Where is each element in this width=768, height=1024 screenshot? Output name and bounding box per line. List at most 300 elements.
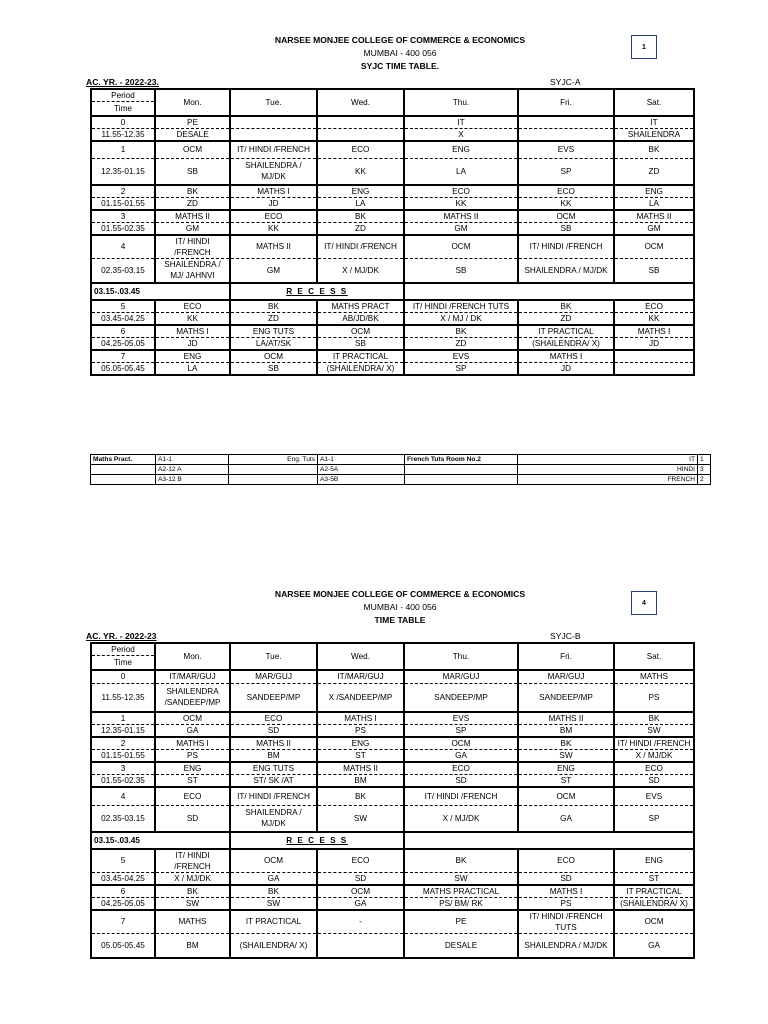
room-cell: Eng. Tuts	[229, 455, 318, 465]
academic-year: AC. YR. - 2022-23.	[86, 77, 159, 87]
subject-cell: BK	[230, 885, 317, 898]
teacher-cell: SW	[404, 872, 518, 885]
teacher-cell: SW	[317, 806, 404, 832]
class-label: SYJC-B	[550, 631, 581, 641]
period-row	[91, 806, 694, 832]
teacher-cell: X / MJ/DK	[614, 749, 694, 762]
period-number: 7	[91, 910, 155, 934]
subject-cell: ENG	[317, 185, 404, 198]
day-header: Fri.	[518, 643, 614, 670]
room-cell	[229, 465, 318, 475]
subject-cell: IT/ HINDI /FRENCH	[518, 235, 614, 259]
recess-blank	[404, 832, 694, 849]
teacher-cell	[518, 128, 614, 141]
teacher-cell: SP	[518, 159, 614, 185]
teacher-cell: SW	[518, 749, 614, 762]
teacher-cell: X /SANDEEP/MP	[317, 684, 404, 712]
college-city: MUMBAI - 400 056	[363, 48, 437, 58]
subject-cell: OCM	[230, 849, 317, 873]
subject-cell: MAR/GUJ	[230, 670, 317, 684]
subject-cell: MATHS I	[155, 325, 230, 338]
period-row	[91, 684, 694, 712]
teacher-cell: SHAILENDRA	[614, 128, 694, 141]
period-row	[91, 258, 694, 283]
timetable-grid	[90, 642, 695, 959]
teacher-cell: SP	[614, 806, 694, 832]
recess-time: 03.15-.03.45	[91, 283, 230, 300]
period-row	[91, 762, 694, 775]
page-title: SYJC TIME TABLE.	[360, 61, 440, 71]
subject-cell: MATHS I	[518, 885, 614, 898]
subject-cell: IT/ HINDI /FRENCH	[317, 235, 404, 259]
day-header: Thu.	[404, 89, 518, 116]
teacher-cell: SHAILENDRA /SANDEEP/MP	[155, 684, 230, 712]
subject-cell: MATHS II	[404, 210, 518, 223]
subject-cell: BK	[518, 300, 614, 313]
room-row	[91, 455, 711, 465]
timetable-grid	[90, 88, 695, 376]
period-row	[91, 116, 694, 129]
teacher-cell: X / MJ/DK	[404, 806, 518, 832]
teacher-cell: BM	[230, 749, 317, 762]
subject-cell: BK	[614, 712, 694, 725]
room-cell	[91, 475, 156, 485]
room-allocation-table	[90, 454, 711, 485]
period-row	[91, 910, 694, 934]
room-cell: A3-12 B	[156, 475, 229, 485]
teacher-cell: ZD	[518, 313, 614, 326]
room-cell: Maths Pract.	[91, 455, 156, 465]
period-row	[91, 185, 694, 198]
subject-cell: MATHS PRACT	[317, 300, 404, 313]
teacher-cell: AB/JD/BK	[317, 313, 404, 326]
teacher-cell: GM	[614, 222, 694, 235]
period-row	[91, 897, 694, 910]
teacher-cell: SB	[614, 258, 694, 283]
teacher-cell: KK	[317, 159, 404, 185]
timetable-body	[91, 643, 694, 958]
period-time: 11.55-12.35	[91, 128, 155, 141]
period-row	[91, 670, 694, 684]
teacher-cell: SD	[614, 774, 694, 787]
period-time: 01.15-01.55	[91, 197, 155, 210]
period-number: 4	[91, 787, 155, 806]
subject-cell: ENG TUTS	[230, 325, 317, 338]
teacher-cell	[230, 128, 317, 141]
subject-cell	[518, 116, 614, 129]
subject-cell: OCM	[404, 737, 518, 750]
room-cell: IT	[518, 455, 698, 465]
teacher-cell: ZD	[614, 159, 694, 185]
day-header: Fri.	[518, 89, 614, 116]
teacher-cell: SB	[404, 258, 518, 283]
teacher-cell: LA	[317, 197, 404, 210]
subject-cell: EVS	[404, 350, 518, 363]
teacher-cell: SHAILENDRA / MJ/DK	[518, 934, 614, 958]
period-number: 6	[91, 325, 155, 338]
teacher-cell: LA	[614, 197, 694, 210]
subject-cell: MATHS II	[155, 210, 230, 223]
subject-cell: BK	[155, 185, 230, 198]
teacher-cell: SD	[230, 724, 317, 737]
period-time: 11.55-12.35	[91, 684, 155, 712]
room-cell	[91, 465, 156, 475]
subject-cell	[317, 116, 404, 129]
recess-label: R E C E S S	[230, 832, 404, 849]
recess-row	[91, 283, 694, 300]
teacher-cell: JD	[614, 338, 694, 351]
subject-cell: ECO	[614, 300, 694, 313]
teacher-cell	[317, 934, 404, 958]
teacher-cell: ST	[518, 774, 614, 787]
teacher-cell: GA	[404, 749, 518, 762]
teacher-cell: PS	[614, 684, 694, 712]
header-row	[91, 643, 694, 656]
subject-cell: MATHS I	[518, 350, 614, 363]
period-time: 01.55-02.35	[91, 774, 155, 787]
subject-cell: BK	[614, 141, 694, 159]
teacher-cell: GM	[155, 222, 230, 235]
teacher-cell: X	[404, 128, 518, 141]
subject-cell: MATHS I	[155, 737, 230, 750]
day-header: Tue.	[230, 643, 317, 670]
period-row	[91, 849, 694, 873]
subject-cell: IT/ HINDI /FRENCH	[404, 787, 518, 806]
teacher-cell: SW	[614, 724, 694, 737]
day-header: Wed.	[317, 89, 404, 116]
teacher-cell: KK	[614, 313, 694, 326]
page-title: TIME TABLE	[374, 615, 426, 625]
subject-cell: ENG	[155, 762, 230, 775]
period-number: 3	[91, 210, 155, 223]
teacher-cell: (SHAILENDRA/ X)	[230, 934, 317, 958]
day-header: Sat.	[614, 89, 694, 116]
teacher-cell: BM	[155, 934, 230, 958]
recess-row	[91, 832, 694, 849]
subject-cell: BK	[155, 885, 230, 898]
period-number: 1	[91, 712, 155, 725]
teacher-cell: LA/AT/SK	[230, 338, 317, 351]
teacher-cell	[614, 363, 694, 376]
period-row	[91, 787, 694, 806]
teacher-cell: X / MJ / DK	[404, 313, 518, 326]
subject-cell: EVS	[518, 141, 614, 159]
period-row	[91, 872, 694, 885]
teacher-cell: SD	[155, 806, 230, 832]
teacher-cell: SB	[230, 363, 317, 376]
room-cell: 3	[698, 465, 711, 475]
teacher-cell: JD	[230, 197, 317, 210]
teacher-cell: ST	[317, 749, 404, 762]
subject-cell: BK	[518, 737, 614, 750]
subject-cell: IT/ HINDI /FRENCH	[230, 141, 317, 159]
teacher-cell: PS	[155, 749, 230, 762]
subject-cell: ENG	[614, 185, 694, 198]
subject-cell: MATHS	[614, 670, 694, 684]
teacher-cell: SW	[230, 897, 317, 910]
day-header: Wed.	[317, 643, 404, 670]
period-row	[91, 159, 694, 185]
teacher-cell: JD	[518, 363, 614, 376]
subject-cell: ECO	[404, 185, 518, 198]
subject-cell	[230, 116, 317, 129]
subject-cell: OCM	[155, 141, 230, 159]
day-header: Tue.	[230, 89, 317, 116]
period-time: 12.35-01.15	[91, 159, 155, 185]
period-number: 7	[91, 350, 155, 363]
teacher-cell: SHAILENDRA / MJ/DK	[230, 806, 317, 832]
subject-cell: MAR/GUJ	[404, 670, 518, 684]
subject-cell: OCM	[404, 235, 518, 259]
teacher-cell: LA	[404, 159, 518, 185]
teacher-cell: SHAILENDRA / MJ/DK	[230, 159, 317, 185]
room-cell: A1-1	[156, 455, 229, 465]
subject-cell: MATHS I	[614, 325, 694, 338]
subject-cell: OCM	[155, 712, 230, 725]
room-cell: A2-12 A	[156, 465, 229, 475]
room-cell: 1	[698, 455, 711, 465]
subject-cell: IT/ HINDI /FRENCH	[614, 737, 694, 750]
subject-cell: ECO	[155, 787, 230, 806]
teacher-cell: GA	[230, 872, 317, 885]
period-row	[91, 128, 694, 141]
period-row	[91, 313, 694, 326]
teacher-cell: ST	[614, 872, 694, 885]
subject-cell: IT PRACTICAL	[230, 910, 317, 934]
teacher-cell: SHAILENDRA / MJ/ JAHNVI	[155, 258, 230, 283]
teacher-cell: GM	[404, 222, 518, 235]
period-time: 05.05-05.45	[91, 934, 155, 958]
subject-cell: IT	[404, 116, 518, 129]
period-row	[91, 300, 694, 313]
time-header: Time	[91, 102, 155, 116]
room-cell: A2-5A	[318, 465, 405, 475]
subject-cell: IT/ HINDI /FRENCH TUTS	[404, 300, 518, 313]
period-number: 6	[91, 885, 155, 898]
day-header: Mon.	[155, 89, 230, 116]
period-row	[91, 141, 694, 159]
room-allocation-body	[91, 455, 711, 485]
subject-cell: IT/MAR/GUJ	[317, 670, 404, 684]
period-row	[91, 363, 694, 376]
room-cell: HINDI	[518, 465, 698, 475]
period-time: 12.35-01.15	[91, 724, 155, 737]
subject-cell: IT/ HINDI /FRENCH	[230, 787, 317, 806]
teacher-cell: SANDEEP/MP	[230, 684, 317, 712]
subject-cell: ECO	[317, 849, 404, 873]
teacher-cell: X / MJ/DK	[317, 258, 404, 283]
teacher-cell: SB	[518, 222, 614, 235]
room-row	[91, 465, 711, 475]
period-row	[91, 885, 694, 898]
subject-cell: OCM	[518, 787, 614, 806]
teacher-cell: SANDEEP/MP	[404, 684, 518, 712]
subject-cell: MATHS II	[230, 235, 317, 259]
subject-cell: OCM	[317, 885, 404, 898]
period-time: 03.45-04.25	[91, 313, 155, 326]
subject-cell: BK	[404, 849, 518, 873]
teacher-cell: ST/ SK /AT	[230, 774, 317, 787]
subject-cell: ENG	[518, 762, 614, 775]
subject-cell: OCM	[317, 325, 404, 338]
college-name: NARSEE MONJEE COLLEGE OF COMMERCE & ECONOMICS	[274, 589, 526, 599]
teacher-cell: GM	[230, 258, 317, 283]
teacher-cell: GA	[614, 934, 694, 958]
teacher-cell: ZD	[230, 313, 317, 326]
subject-cell: ENG TUTS	[230, 762, 317, 775]
class-label: SYJC-A	[550, 77, 581, 87]
period-row	[91, 934, 694, 958]
subject-cell: ECO	[230, 712, 317, 725]
teacher-cell: ZD	[317, 222, 404, 235]
teacher-cell: SANDEEP/MP	[518, 684, 614, 712]
teacher-cell: DESALE	[404, 934, 518, 958]
subject-cell: IT PRACTICAL	[317, 350, 404, 363]
teacher-cell: ZD	[155, 197, 230, 210]
subject-cell: OCM	[518, 210, 614, 223]
header-row	[91, 89, 694, 102]
subject-cell: MATHS II	[518, 712, 614, 725]
subject-cell: BK	[317, 210, 404, 223]
recess-time: 03.15-.03.45	[91, 832, 230, 849]
subject-cell: ECO	[518, 185, 614, 198]
timetable-body	[91, 89, 694, 375]
period-row	[91, 350, 694, 363]
subject-cell: IT/ HINDI /FRENCH TUTS	[518, 910, 614, 934]
period-number: 0	[91, 670, 155, 684]
subject-cell: ECO	[230, 210, 317, 223]
subject-cell: BK	[230, 300, 317, 313]
period-number: 1	[91, 141, 155, 159]
teacher-cell: JD	[155, 338, 230, 351]
subject-cell: IT/ HINDI /FRENCH	[155, 235, 230, 259]
subject-cell: MATHS I	[230, 185, 317, 198]
period-time: 02.35-03.15	[91, 806, 155, 832]
subject-cell: ECO	[317, 141, 404, 159]
room-cell: FRENCH	[518, 475, 698, 485]
subject-cell: ENG	[155, 350, 230, 363]
teacher-cell: PS	[317, 724, 404, 737]
teacher-cell: DESALE	[155, 128, 230, 141]
subject-cell: MATHS PRACTICAL	[404, 885, 518, 898]
period-time: 02.35-03.15	[91, 258, 155, 283]
room-cell	[405, 475, 518, 485]
period-time: 01.55-02.35	[91, 222, 155, 235]
period-row	[91, 712, 694, 725]
period-row	[91, 325, 694, 338]
teacher-cell: SB	[317, 338, 404, 351]
subject-cell: BK	[317, 787, 404, 806]
teacher-cell: PS/ BM/ RK	[404, 897, 518, 910]
period-time: 03.45-04.25	[91, 872, 155, 885]
time-header: Time	[91, 656, 155, 670]
period-row	[91, 774, 694, 787]
subject-cell: ENG	[404, 141, 518, 159]
period-row	[91, 737, 694, 750]
subject-cell: OCM	[230, 350, 317, 363]
period-row	[91, 749, 694, 762]
teacher-cell: SP	[404, 724, 518, 737]
period-time: 04.25-05.05	[91, 338, 155, 351]
teacher-cell: SB	[155, 159, 230, 185]
day-header: Mon.	[155, 643, 230, 670]
college-city: MUMBAI - 400 056	[363, 602, 437, 612]
subject-cell: MATHS II	[230, 737, 317, 750]
teacher-cell: ZD	[404, 338, 518, 351]
teacher-cell: SD	[518, 872, 614, 885]
room-cell: A1-1	[318, 455, 405, 465]
teacher-cell: LA	[155, 363, 230, 376]
subject-cell: MATHS II	[317, 762, 404, 775]
room-row	[91, 475, 711, 485]
teacher-cell: KK	[230, 222, 317, 235]
period-row	[91, 338, 694, 351]
period-header: Period	[91, 643, 155, 656]
teacher-cell: (SHAILENDRA/ X)	[518, 338, 614, 351]
teacher-cell: PS	[518, 897, 614, 910]
room-cell	[229, 475, 318, 485]
teacher-cell: GA	[518, 806, 614, 832]
period-row	[91, 235, 694, 259]
period-number: 0	[91, 116, 155, 129]
teacher-cell: SP	[404, 363, 518, 376]
teacher-cell: (SHAILENDRA/ X)	[317, 363, 404, 376]
period-number: 2	[91, 185, 155, 198]
period-number: 4	[91, 235, 155, 259]
period-row	[91, 197, 694, 210]
subject-cell: MAR/GUJ	[518, 670, 614, 684]
subject-cell: PE	[155, 116, 230, 129]
period-time: 04.25-05.05	[91, 897, 155, 910]
day-header: Sat.	[614, 643, 694, 670]
period-number: 5	[91, 849, 155, 873]
subject-cell: -	[317, 910, 404, 934]
teacher-cell: BM	[518, 724, 614, 737]
page-number-box: 1	[631, 35, 657, 59]
subject-cell: MATHS I	[317, 712, 404, 725]
page-number-box: 4	[631, 591, 657, 615]
subject-cell: EVS	[614, 787, 694, 806]
subject-cell: OCM	[614, 235, 694, 259]
teacher-cell: GA	[155, 724, 230, 737]
period-row	[91, 222, 694, 235]
teacher-cell: X / MJ/DK	[155, 872, 230, 885]
subject-cell: EVS	[404, 712, 518, 725]
teacher-cell: SD	[317, 872, 404, 885]
recess-blank	[404, 283, 694, 300]
subject-cell: ECO	[404, 762, 518, 775]
teacher-cell	[317, 128, 404, 141]
teacher-cell: BM	[317, 774, 404, 787]
period-row	[91, 724, 694, 737]
teacher-cell: (SHAILENDRA/ X)	[614, 897, 694, 910]
period-row	[91, 210, 694, 223]
subject-cell: IT PRACTICAL	[614, 885, 694, 898]
teacher-cell: KK	[518, 197, 614, 210]
subject-cell: ECO	[155, 300, 230, 313]
room-cell	[405, 465, 518, 475]
period-time: 05.05-05.45	[91, 363, 155, 376]
teacher-cell: KK	[404, 197, 518, 210]
period-number: 2	[91, 737, 155, 750]
room-cell: A3-5B	[318, 475, 405, 485]
subject-cell: MATHS	[155, 910, 230, 934]
subject-cell: IT	[614, 116, 694, 129]
recess-label: R E C E S S	[230, 283, 404, 300]
subject-cell: ECO	[614, 762, 694, 775]
period-number: 5	[91, 300, 155, 313]
subject-cell: OCM	[614, 910, 694, 934]
